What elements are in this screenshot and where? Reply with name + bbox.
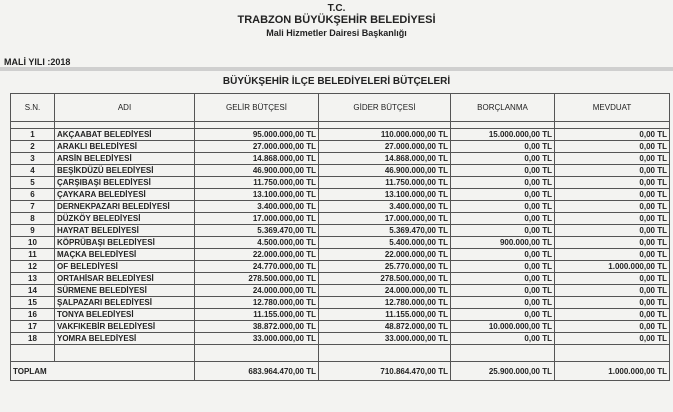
table-title: BÜYÜKŞEHİR İLÇE BELEDİYELERİ BÜTÇELERİ	[222, 76, 451, 87]
separator-strip	[0, 67, 673, 71]
total-gider: 710.864.470,00 TL	[319, 362, 451, 381]
row-mevduat: 0,00 TL	[555, 285, 670, 297]
table-row	[11, 333, 670, 345]
row-gelir: 12.780.000,00 TL	[195, 297, 319, 309]
row-sn: 6	[11, 189, 55, 201]
table-row	[11, 261, 670, 273]
row-mevduat: 0,00 TL	[555, 333, 670, 345]
row-sn: 12	[11, 261, 55, 273]
row-name: MAÇKA BELEDİYESİ	[55, 249, 195, 261]
col-header-name: ADI	[55, 94, 195, 122]
table-row	[11, 129, 670, 141]
row-gelir: 3.400.000,00 TL	[195, 201, 319, 213]
row-gelir: 11.155.000,00 TL	[195, 309, 319, 321]
row-gelir: 11.750.000,00 TL	[195, 177, 319, 189]
row-name: HAYRAT BELEDİYESİ	[55, 225, 195, 237]
row-borclanma: 0,00 TL	[451, 177, 555, 189]
row-mevduat: 0,00 TL	[555, 309, 670, 321]
table-row	[11, 141, 670, 153]
row-gider: 5.400.000,00 TL	[319, 237, 451, 249]
row-mevduat: 0,00 TL	[555, 273, 670, 285]
col-header-borclanma: BORÇLANMA	[451, 94, 555, 122]
row-borclanma: 900.000,00 TL	[451, 237, 555, 249]
row-mevduat: 0,00 TL	[555, 249, 670, 261]
row-gider: 110.000.000,00 TL	[319, 129, 451, 141]
row-gider: 14.868.000,00 TL	[319, 153, 451, 165]
row-borclanma: 0,00 TL	[451, 213, 555, 225]
table-row	[11, 165, 670, 177]
row-gelir: 5.369.470,00 TL	[195, 225, 319, 237]
row-name: DÜZKÖY BELEDİYESİ	[55, 213, 195, 225]
row-name: ARAKLI BELEDİYESİ	[55, 141, 195, 153]
row-borclanma: 0,00 TL	[451, 153, 555, 165]
row-borclanma: 0,00 TL	[451, 201, 555, 213]
table-row	[11, 153, 670, 165]
row-gelir: 27.000.000,00 TL	[195, 141, 319, 153]
row-name: VAKFIKEBİR BELEDİYESİ	[55, 321, 195, 333]
table-row	[11, 201, 670, 213]
table-row	[11, 297, 670, 309]
row-gider: 17.000.000,00 TL	[319, 213, 451, 225]
row-name: AKÇAABAT BELEDİYESİ	[55, 129, 195, 141]
row-mevduat: 0,00 TL	[555, 177, 670, 189]
row-borclanma: 0,00 TL	[451, 273, 555, 285]
table-row	[11, 249, 670, 261]
row-mevduat: 0,00 TL	[555, 213, 670, 225]
row-name: OF BELEDİYESİ	[55, 261, 195, 273]
row-mevduat: 0,00 TL	[555, 297, 670, 309]
row-sn: 8	[11, 213, 55, 225]
row-gider: 48.872.000,00 TL	[319, 321, 451, 333]
row-gider: 27.000.000,00 TL	[319, 141, 451, 153]
row-borclanma: 0,00 TL	[451, 165, 555, 177]
row-mevduat: 0,00 TL	[555, 201, 670, 213]
row-gider: 25.770.000,00 TL	[319, 261, 451, 273]
row-sn: 16	[11, 309, 55, 321]
row-gelir: 13.100.000,00 TL	[195, 189, 319, 201]
table-row	[11, 237, 670, 249]
budget-table	[10, 93, 670, 381]
col-header-mevduat: MEVDUAT	[555, 94, 670, 122]
row-name: KÖPRÜBAŞI BELEDİYESİ	[55, 237, 195, 249]
col-header-gider: GİDER BÜTÇESİ	[319, 94, 451, 122]
table-row	[11, 285, 670, 297]
row-mevduat: 0,00 TL	[555, 141, 670, 153]
row-mevduat: 0,00 TL	[555, 189, 670, 201]
row-mevduat: 0,00 TL	[555, 153, 670, 165]
row-gider: 24.000.000,00 TL	[319, 285, 451, 297]
row-gelir: 46.900.000,00 TL	[195, 165, 319, 177]
table-header-row	[11, 94, 670, 122]
row-gelir: 95.000.000,00 TL	[195, 129, 319, 141]
row-gelir: 24.000.000,00 TL	[195, 285, 319, 297]
row-borclanma: 0,00 TL	[451, 189, 555, 201]
header-department: Mali Hizmetler Dairesi Başkanlığı	[266, 28, 407, 38]
row-mevduat: 0,00 TL	[555, 129, 670, 141]
header-tc: T.C.	[327, 3, 346, 14]
total-label: TOPLAM	[11, 362, 195, 381]
table-row	[11, 189, 670, 201]
row-gelir: 14.868.000,00 TL	[195, 153, 319, 165]
row-sn: 7	[11, 201, 55, 213]
row-name: DERNEKPAZARI BELEDİYESİ	[55, 201, 195, 213]
row-borclanma: 0,00 TL	[451, 333, 555, 345]
row-name: TONYA BELEDİYESİ	[55, 309, 195, 321]
row-gider: 11.155.000,00 TL	[319, 309, 451, 321]
spacer-row	[11, 122, 670, 129]
row-sn: 15	[11, 297, 55, 309]
row-name: SÜRMENE BELEDİYESİ	[55, 285, 195, 297]
table-row	[11, 273, 670, 285]
row-gider: 46.900.000,00 TL	[319, 165, 451, 177]
row-sn: 11	[11, 249, 55, 261]
table-row	[11, 213, 670, 225]
row-gider: 11.750.000,00 TL	[319, 177, 451, 189]
table-row	[11, 321, 670, 333]
row-sn: 17	[11, 321, 55, 333]
row-borclanma: 0,00 TL	[451, 249, 555, 261]
row-gelir: 17.000.000,00 TL	[195, 213, 319, 225]
row-sn: 5	[11, 177, 55, 189]
row-borclanma: 0,00 TL	[451, 141, 555, 153]
row-gelir: 24.770.000,00 TL	[195, 261, 319, 273]
row-gelir: 4.500.000,00 TL	[195, 237, 319, 249]
fiscal-year: MALİ YILI :2018	[4, 57, 71, 67]
row-sn: 4	[11, 165, 55, 177]
header-municipality: TRABZON BÜYÜKŞEHİR BELEDİYESİ	[237, 14, 436, 26]
table-row	[11, 177, 670, 189]
row-mevduat: 0,00 TL	[555, 237, 670, 249]
spacer-row	[11, 345, 670, 362]
table-row	[11, 309, 670, 321]
total-mevduat: 1.000.000,00 TL	[555, 362, 670, 381]
row-mevduat: 1.000.000,00 TL	[555, 261, 670, 273]
row-gelir: 278.500.000,00 TL	[195, 273, 319, 285]
row-name: ÇAYKARA BELEDİYESİ	[55, 189, 195, 201]
row-name: ORTAHİSAR BELEDİYESİ	[55, 273, 195, 285]
row-borclanma: 0,00 TL	[451, 225, 555, 237]
row-gider: 278.500.000,00 TL	[319, 273, 451, 285]
row-borclanma: 0,00 TL	[451, 285, 555, 297]
row-mevduat: 0,00 TL	[555, 321, 670, 333]
row-gider: 3.400.000,00 TL	[319, 201, 451, 213]
row-sn: 13	[11, 273, 55, 285]
total-borclanma: 25.900.000,00 TL	[451, 362, 555, 381]
total-gelir: 683.964.470,00 TL	[195, 362, 319, 381]
row-gelir: 22.000.000,00 TL	[195, 249, 319, 261]
row-sn: 18	[11, 333, 55, 345]
row-name: ÇARŞIBAŞI BELEDİYESİ	[55, 177, 195, 189]
row-name: BEŞİKDÜZÜ BELEDİYESİ	[55, 165, 195, 177]
row-sn: 14	[11, 285, 55, 297]
row-borclanma: 0,00 TL	[451, 309, 555, 321]
total-row	[11, 362, 670, 381]
row-gelir: 33.000.000,00 TL	[195, 333, 319, 345]
col-header-gelir: GELİR BÜTÇESİ	[195, 94, 319, 122]
row-sn: 3	[11, 153, 55, 165]
row-gider: 33.000.000,00 TL	[319, 333, 451, 345]
row-sn: 9	[11, 225, 55, 237]
row-gider: 12.780.000,00 TL	[319, 297, 451, 309]
row-name: ARSİN BELEDİYESİ	[55, 153, 195, 165]
row-borclanma: 0,00 TL	[451, 261, 555, 273]
col-header-sn: S.N.	[11, 94, 55, 122]
row-sn: 2	[11, 141, 55, 153]
row-mevduat: 0,00 TL	[555, 165, 670, 177]
row-gelir: 38.872.000,00 TL	[195, 321, 319, 333]
row-borclanma: 0,00 TL	[451, 297, 555, 309]
row-sn: 1	[11, 129, 55, 141]
row-name: YOMRA BELEDİYESİ	[55, 333, 195, 345]
row-sn: 10	[11, 237, 55, 249]
row-name: ŞALPAZARI BELEDİYESİ	[55, 297, 195, 309]
row-borclanma: 15.000.000,00 TL	[451, 129, 555, 141]
row-gider: 22.000.000,00 TL	[319, 249, 451, 261]
row-gider: 13.100.000,00 TL	[319, 189, 451, 201]
table-row	[11, 225, 670, 237]
row-gider: 5.369.470,00 TL	[319, 225, 451, 237]
row-borclanma: 10.000.000,00 TL	[451, 321, 555, 333]
row-mevduat: 0,00 TL	[555, 225, 670, 237]
